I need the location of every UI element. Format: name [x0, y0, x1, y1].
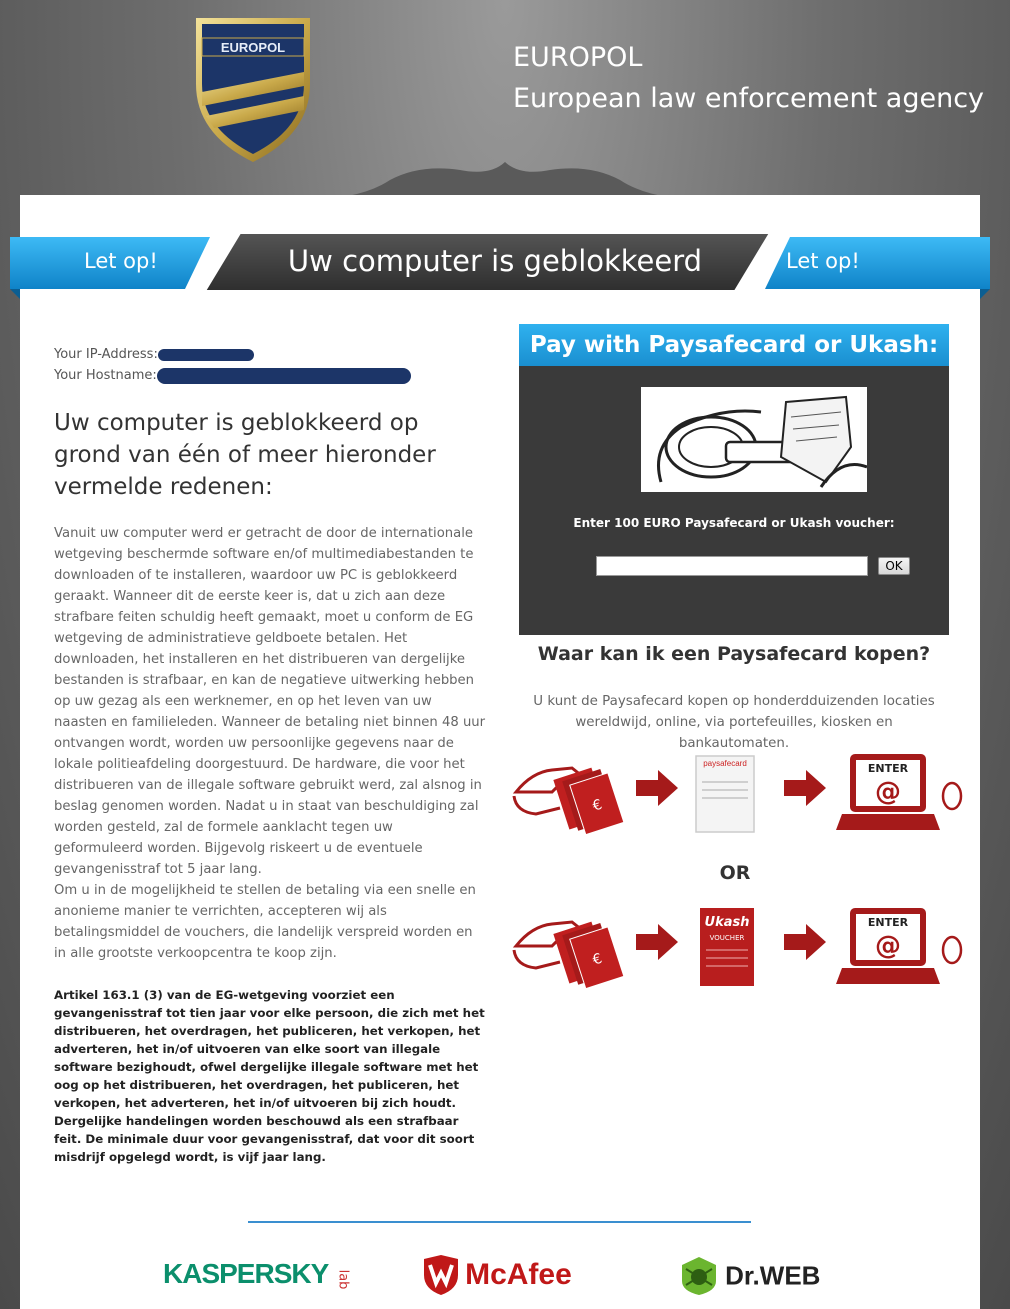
- arrow-icon: [784, 924, 826, 960]
- howto-description: U kunt de Paysafecard kopen op honderdduizenden locaties wereldwijd, online, via portefeuilles, kiosken en bankautomaten.: [533, 694, 935, 751]
- page-header: [0, 0, 1010, 200]
- mcafee-logo: [422, 1255, 572, 1295]
- drweb-logo: [678, 1255, 820, 1297]
- paysafe-steps: [512, 752, 972, 842]
- agency-subtitle: European law enforcement agency: [513, 83, 985, 114]
- kaspersky-lab-text: lab: [335, 1269, 351, 1290]
- ribbon-title: Uw computer is geblokkeerd: [287, 244, 703, 278]
- arrow-icon: [784, 770, 826, 806]
- ukash-voucher-text: VOUCHER: [709, 934, 745, 942]
- money-hand-icon: [514, 763, 624, 839]
- agency-name: EUROPOL: [513, 42, 643, 73]
- hostname-label: Your Hostname:: [54, 368, 157, 383]
- enter-text: ENTER: [867, 762, 909, 775]
- enter-text: ENTER: [867, 916, 909, 929]
- drweb-spider-icon: [678, 1255, 720, 1297]
- paragraph-1: Vanuit uw computer werd er getracht de door de internationale wetgeving beschermde software en/of multimediabestanden te downloaden of te installeren, waardoor uw PC is geblokkeerd geraakt. Wanneer dit de eerste keer is, dat u zich aan deze strafbare feiten schuldig heeft gemaakt, moet u conform de EG wetgeving de administratieve geldboete betalen. Het downloaden, het installeren en het distribueren van dergelijke bestanden is strafbaar, en kan de negatieve uitwerking hebben op uw gezag als een werknemer, en op het leven van uw naasten en familieleden. Wanneer de betaling niet binnen 48 uur ontvangen wordt, worden uw persoonlijke gegevens naar de lokale politieafdeling doorgestuurd. De hardware, die voor het distribueren van de illegale software gebruikt werd, zal alsnog in beslag genomen worden. Nadat u in staat van beschuldiging zal worden gesteld, zal de formele aanklacht tegen uw geformuleerd worden. Bijgevolg riskeert u de eventuele gevangenisstraf tot 5 jaar lang.: [54, 526, 486, 877]
- svg-text:@: @: [875, 777, 901, 807]
- shield-text: EUROPOL: [220, 40, 286, 55]
- ip-redaction: [158, 349, 254, 361]
- payment-header: Pay with Paysafecard or Ukash:: [519, 324, 949, 366]
- ribbon-left-label: Let op!: [84, 249, 158, 273]
- handcuffs-illustration: [641, 387, 867, 492]
- svg-text:€: €: [590, 950, 605, 969]
- ukash-steps: [512, 906, 972, 996]
- europol-shield-logo: [192, 14, 314, 164]
- footer-divider: [248, 1221, 751, 1223]
- arrow-icon: [636, 770, 678, 806]
- ukash-voucher-icon: [700, 908, 754, 986]
- money-hand-icon: [514, 917, 624, 993]
- main-heading: Uw computer is geblokkeerd op grond van één of meer hieronder vermelde redenen:: [54, 410, 436, 500]
- brand-block: [513, 38, 984, 120]
- paragraph-3: Artikel 163.1 (3) van de EG-wetgeving voorziet een gevangenisstraf tot tien jaar voor elke persoon, die zich met het distribueren, het overdragen, het publiceren, het verkopen, het adverteren, het in/of uitvoeren van elke soort van illegale software bezighoudt, ofwel dergelijke illegale software met het oog op het distribueren, het overdragen, het publiceren, het verkopen, het adverteren, het in/of uitvoeren bij zich houdt. Dergelijke handelingen worden beschouwd als een strafbaar feit. De minimale duur voor gevangenisstraf, dat voor dit soort misdrijf opgelegd wordt, is vijf jaar lang.: [54, 988, 485, 1164]
- ip-label: Your IP-Address:: [54, 347, 158, 362]
- computer-enter-icon: [836, 908, 961, 984]
- voucher-label: Enter 100 EURO Paysafecard or Ukash voucher:: [573, 516, 895, 530]
- ip-info: [54, 344, 411, 386]
- voucher-input[interactable]: [596, 556, 868, 576]
- hostname-redaction: [157, 368, 411, 384]
- ukash-text: Ukash: [704, 915, 750, 930]
- mcafee-shield-icon: [422, 1255, 460, 1295]
- svg-text:@: @: [875, 931, 901, 961]
- arrow-icon: [636, 924, 678, 960]
- drweb-text: Dr.WEB: [725, 1260, 821, 1291]
- paysafecard-icon: [696, 756, 754, 832]
- paragraph-2: Om u in de mogelijkheid te stellen de betaling via een snelle en anonieme manier te verrichten, accepteren wij als betalingsmiddel de vouchers, die landelijk verspreid worden en in alle grootste verkoopcentra te koop zijn.: [54, 883, 476, 961]
- mcafee-text: McAfee: [465, 1258, 572, 1291]
- kaspersky-logo: [163, 1258, 353, 1290]
- howto-heading: Waar kan ik een Paysafecard kopen?: [537, 643, 931, 665]
- or-label: OR: [719, 862, 751, 884]
- svg-text:€: €: [590, 796, 605, 815]
- ribbon-right-label: Let op!: [786, 249, 860, 273]
- computer-enter-icon: [836, 754, 961, 830]
- kaspersky-text: KASPERSKY: [163, 1258, 329, 1289]
- ok-button[interactable]: OK: [878, 557, 910, 575]
- paysafe-text: paysafecard: [703, 759, 747, 768]
